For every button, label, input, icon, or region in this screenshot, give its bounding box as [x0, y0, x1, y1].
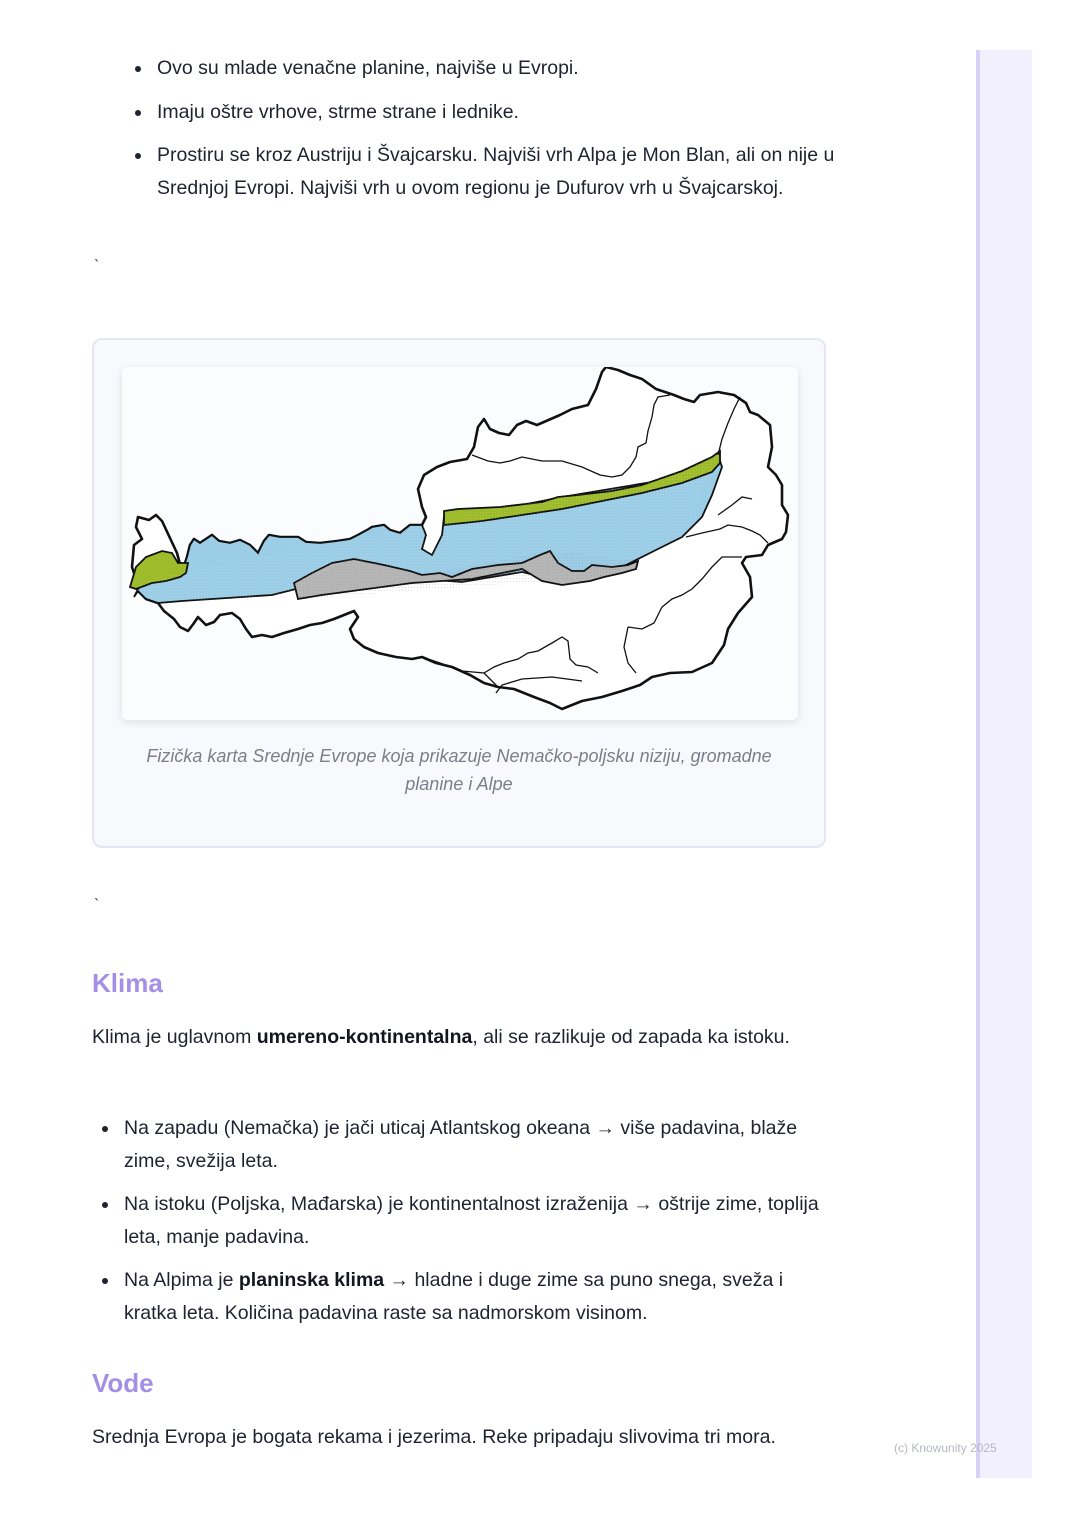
- separator-tick: `: [94, 897, 100, 914]
- figure-caption: Fizička karta Srednje Evrope koja prikazuje Nemačko-poljsku niziju, gromadne planine i Alpe: [146, 746, 772, 794]
- text-run: Na zapadu (Nemačka) je jači uticaj Atlantskog okeana → više padavina, blaže zime, svežija leta.: [124, 1117, 798, 1172]
- list-item: Ovo su mlade venačne planine, najviše u Evropi.: [157, 52, 837, 85]
- section-heading-vode: Vode: [92, 1368, 154, 1398]
- klima-intro-paragraph: [92, 1020, 826, 1055]
- list-item: Prostiru se kroz Austriju i Švajcarsku. Najviši vrh Alpa je Mon Blan, ali on nije u Srednjoj Evropi. Najviši vrh u ovom regionu je Dufurov vrh u Švajcarskoj.: [157, 139, 837, 204]
- klima-bullet-list: [124, 1112, 834, 1340]
- copyright-footer: (c) Knowunity 2025: [894, 1441, 997, 1455]
- austria-map-illustration: [122, 367, 798, 720]
- map-image: [122, 367, 798, 720]
- vode-paragraph: Srednja Evropa je bogata rekama i jezerima. Reke pripadaju slivovima tri mora.: [92, 1426, 776, 1448]
- list-item: Imaju oštre vrhove, strme strane i lednike.: [157, 96, 837, 129]
- text-run: , ali se razlikuje od zapada ka istoku.: [472, 1026, 790, 1048]
- bold-term: planinska klima: [238, 1269, 385, 1291]
- bold-term: umereno-kontinentalna: [256, 1026, 473, 1048]
- text-run: Na Alpima je: [124, 1269, 239, 1291]
- sidebar-stripe: [976, 50, 1032, 1478]
- list-item: [124, 1188, 834, 1253]
- list-item: [124, 1112, 834, 1177]
- section-heading-klima: Klima: [92, 968, 163, 998]
- text-run: Klima je uglavnom: [92, 1026, 257, 1048]
- text-run: → hladne i duge zime sa puno snega, sveža i kratka leta. Količina padavina raste sa nadmorskom visinom.: [124, 1269, 784, 1324]
- figure-card: [92, 338, 826, 848]
- separator-tick: `: [94, 258, 100, 275]
- alps-bullet-list: [157, 52, 837, 215]
- text-run: Na istoku (Poljska, Mađarska) je kontinentalnost izraženija → oštrije zime, toplija leta, manje padavina.: [124, 1193, 819, 1248]
- list-item: [124, 1264, 834, 1329]
